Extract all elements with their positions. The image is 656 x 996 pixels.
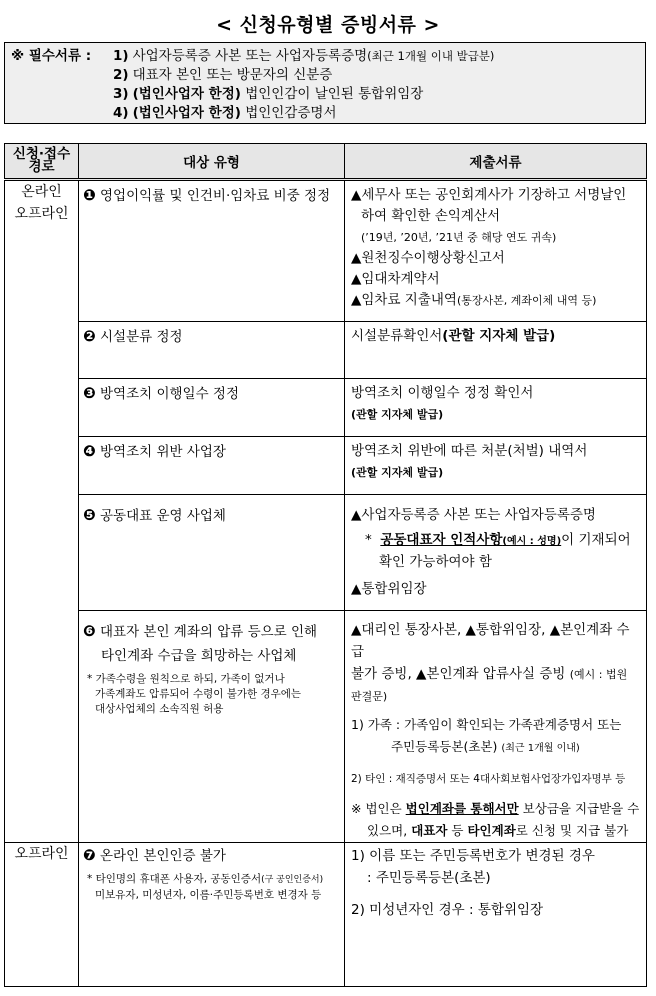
docs-cell: ▲세무사 또는 공인회계사가 기장하고 서명날인 하여 확인한 손익계산서 (’19년, ’20년, ’21년 중 해당 연도 귀속) ▲원천징수이행상황신고서 ▲임대차계약서 ▲임차료 지출내역(통장사본, 계좌이체 내역 등) bbox=[351, 187, 627, 308]
required-item: 2) 대표자 본인 또는 방문자의 신분증 bbox=[113, 67, 333, 83]
table-row: ❻ 대표자 본인 계좌의 압류 등으로 인해 타인계좌 수급을 희망하는 사업체 * 가족수령을 원칙으로 하되, 가족이 없거나 가족계좌도 압류되어 수령이 불가한 경우에는 대상사업체의 소속직원 허용 ▲대리인 통장사본, ▲통합위임장, ▲본인계좌 수급 불가 증빙, ▲본인계좌 압류사실 증빙 (예시 : 법원 판결문) 1) 가족 : 가족임이 확인되는 가족관계증명서 또는 주민등록등본(초본) (최근 1개월 이내) 2) 타인 : 재직증명서 또는 4대사회보험사업장가입자명부 등 ※ 법인은 법인계좌를 통해서만 보상금을 지급받을 수 있으며, 대표자 등 타인계좌로 신청 및 지급 불가 bbox=[5, 611, 647, 843]
required-documents-box bbox=[4, 42, 646, 124]
header-route: 신청·접수 경로 bbox=[5, 144, 79, 180]
route-online-offline: 온라인 오프라인 bbox=[5, 180, 79, 843]
table-row: ❷ 시설분류 정정 시설분류확인서(관할 지자체 발급) bbox=[5, 322, 647, 379]
header-docs: 제출서류 bbox=[345, 144, 647, 180]
table-row: ❺ 공동대표 운영 사업체 ▲사업자등록증 사본 또는 사업자등록증명 * 공동대표자 인적사항(예시 : 성명)이 기재되어 확인 가능하여야 함 ▲통합위임장 bbox=[5, 495, 647, 611]
table-row: 온라인 오프라인 ❶ 영업이익률 및 인건비·임차료 비중 정정 ▲세무사 또는 공인회계사가 기장하고 서명날인 하여 확인한 손익계산서 (’19년, ’20년, ’21년 중 해당 연도 귀속) ▲원천징수이행상황신고서 ▲임대차계약서 ▲임차료 지출내역(통장사본, 계좌이체 내역 등) bbox=[5, 180, 647, 322]
table-header-row bbox=[5, 144, 647, 180]
required-item: 3) (법인사업자 한정) 법인인감이 날인된 통합위임장 bbox=[113, 86, 424, 102]
required-item: 4) (법인사업자 한정) 법인인감증명서 bbox=[113, 105, 337, 121]
page-title: < 신청유형별 증빙서류 > bbox=[216, 14, 440, 36]
table-row: ❹ 방역조치 위반 사업장 방역조치 위반에 따른 처분(처벌) 내역서 (관할 지자체 발급) bbox=[5, 437, 647, 495]
header-type: 대상 유형 bbox=[79, 144, 345, 180]
table-row: 오프라인 ❼ 온라인 본인인증 불가 * 타인명의 휴대폰 사용자, 공동인증서(구 공인인증서) 미보유자, 미성년자, 이름·주민등록번호 변경자 등 1) 이름 또는 주민등록번호가 변경된 경우 : 주민등록등본(초본) 2) 미성년자인 경우 : 통합위임장 bbox=[5, 843, 647, 987]
documents-table bbox=[4, 143, 647, 987]
required-item: ※ 필수서류 : 1) 사업자등록증 사본 또는 사업자등록증명 (최근 1개월 이내 발급분) bbox=[11, 48, 495, 64]
required-label: ※ 필수서류 : bbox=[11, 48, 92, 64]
table-row: ❸ 방역조치 이행일수 정정 방역조치 이행일수 정정 확인서 (관할 지자체 발급) bbox=[5, 379, 647, 437]
route-offline: 오프라인 bbox=[5, 843, 79, 987]
